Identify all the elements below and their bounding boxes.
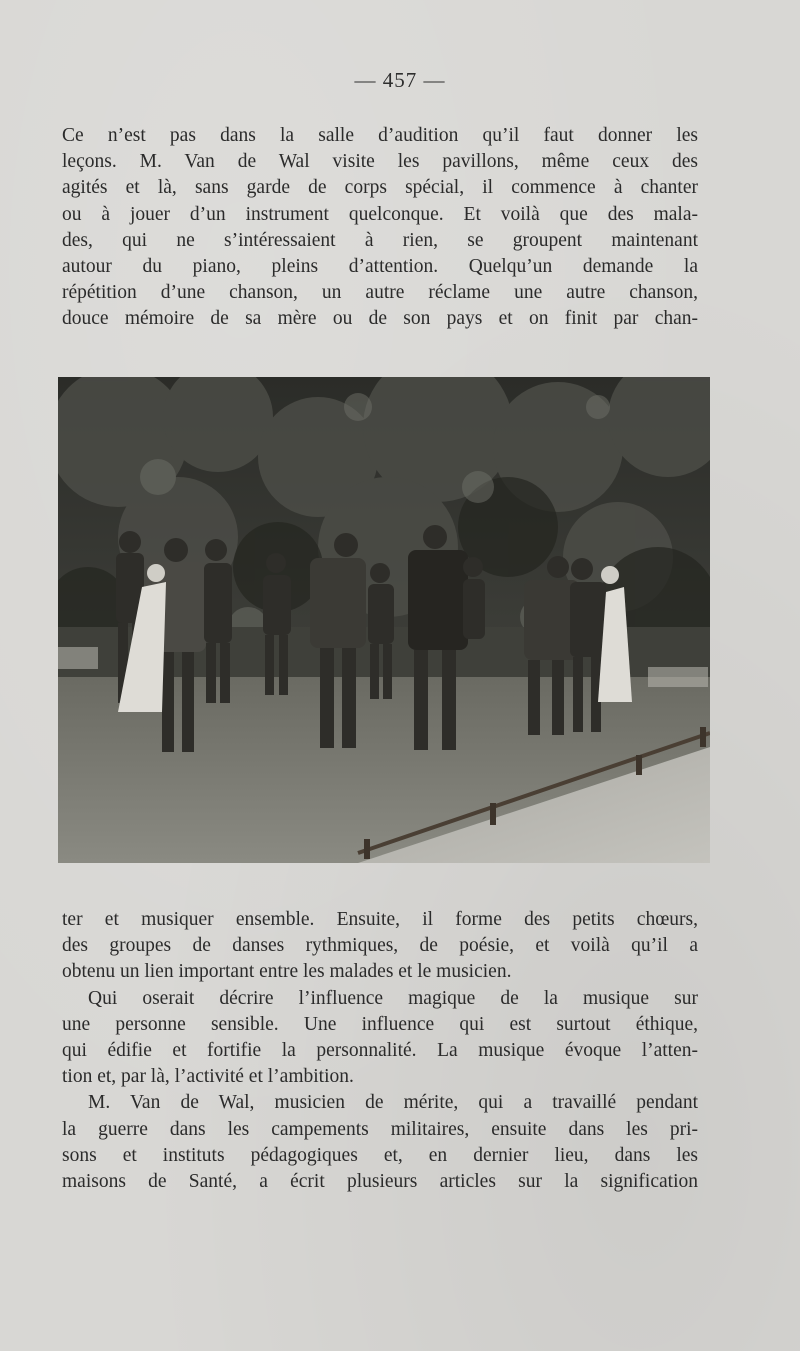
text-line: autour du piano, pleins d’attention. Quelqu’un demande la: [62, 256, 698, 278]
text-line: une personne sensible. Une influence qui est surtout éthique,: [62, 1013, 698, 1035]
paragraph-top: [62, 123, 698, 333]
text-line: des groupes de danses rythmiques, de poésie, et voilà qu’il a: [62, 935, 698, 957]
text-line: tion et, par là, l’activité et l’ambition.: [62, 1066, 354, 1088]
text-line: ou à jouer d’un instrument quelconque. Et voilà que des mala-: [62, 203, 698, 225]
text-line: ter et musiquer ensemble. Ensuite, il forme des petits chœurs,: [62, 909, 698, 930]
text-line: Qui oserait décrire l’influence magique de la musique sur: [88, 987, 698, 1009]
text-line: maisons de Santé, a écrit plusieurs articles sur la signification: [62, 1171, 698, 1193]
text-line: des, qui ne s’intéressaient à rien, se groupent maintenant: [62, 229, 698, 251]
text-line: douce mémoire de sa mère ou de son pays et on finit par chan-: [62, 308, 698, 330]
text-line: sons et instituts pédagogiques et, en dernier lieu, dans les: [62, 1144, 698, 1166]
text-line: obtenu un lien important entre les malades et le musicien.: [62, 961, 512, 983]
text-line: qui édifie et fortifie la personnalité. La musique évoque l’atten-: [62, 1040, 698, 1062]
text-line: Ce n’est pas dans la salle d’audition qu’il faut donner les: [62, 125, 698, 146]
text-line: répétition d’une chanson, un autre réclame une autre chanson,: [62, 282, 698, 304]
text-line: M. Van de Wal, musicien de mérite, qui a travaillé pendant: [88, 1092, 698, 1114]
text-line: leçons. M. Van de Wal visite les pavillons, même ceux des: [62, 151, 698, 173]
text-line: la guerre dans les campements militaires, ensuite dans les pri-: [62, 1118, 698, 1140]
paragraph-bottom: [62, 907, 698, 1195]
text-line: agités et là, sans garde de corps spécial, il commence à chanter: [62, 177, 698, 199]
photograph-group-in-garden: [58, 377, 710, 863]
page-number: — 457 —: [354, 68, 446, 92]
